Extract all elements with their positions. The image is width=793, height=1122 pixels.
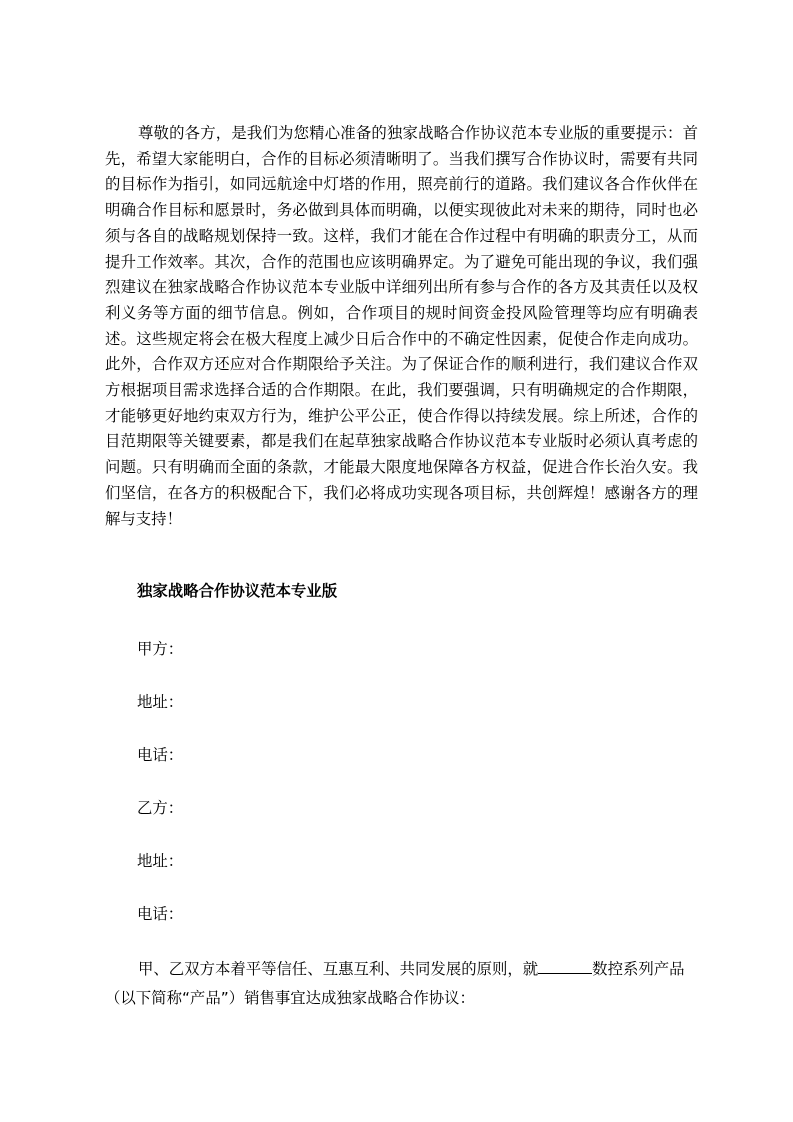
party-a-label: 甲方： [137, 640, 184, 658]
intro-paragraph: 尊敬的各方，是我们为您精心准备的独家战略合作协议范本专业版的重要提示：首先，希望大家能明白，合作的目标必须清晰明了。当我们撰写合作协议时，需要有共同的目标作为指引，如同远航途中灯塔的作用，照亮前行的道路。我们建议各合作伙伴在明确合作目标和愿景时，务必做到具体而明确，以便实现彼此对未来的期待，同时也必须与各自的战略规划保持一致。这样，我们才能在合作过程中有明确的职责分工，从而提升工作效率。其次，合作的范围也应该明确界定。为了避免可能出现的争议，我们强烈建议在独家战略合作协议范本专业版中详细列出所有参与合作的各方及其责任以及权利义务等方面的细节信息。例如，合作项目的规时间资金投风险管理等均应有明确表述。这些规定将会在极大程度上减少日后合作中的不确定性因素，促使合作走向成功。此外，合作双方还应对合作期限给予关注。为了保证合作的顺利进行，我们建议合作双方根据项目需求选择合适的合作期限。在此，我们要强调，只有明确规定的合作期限，才能够更好地约束双方行为，维护公平公正，使合作得以持续发展。综上所述，合作的目范期限等关键要素，都是我们在起草独家战略合作协议范本专业版时必须认真考虑的问题。只有明确而全面的条款，才能最大限度地保障各方权益，促进合作长治久安。我们坚信，在各方的积极配合下，我们必将成功实现各项目标，共创辉煌！感谢各方的理解与支持！ [105, 124, 698, 528]
closing-text-end: 数控系列产品（以下简称“产品”）销售事宜达成独家战略合作协议： [105, 960, 685, 1007]
party-b-phone-label: 电话： [137, 905, 184, 923]
party-b-address-label: 地址： [137, 852, 184, 870]
party-b-label: 乙方： [137, 799, 184, 817]
product-blank-line [538, 959, 592, 974]
closing-paragraph [105, 955, 698, 1013]
closing-text-start: 甲、乙双方本着平等信任、互惠互利、共同发展的原则，就 [138, 960, 539, 978]
party-a-phone-label: 电话： [137, 746, 184, 764]
party-a-address-label: 地址： [137, 693, 184, 711]
agreement-title: 独家战略合作协议范本专业版 [137, 582, 338, 600]
